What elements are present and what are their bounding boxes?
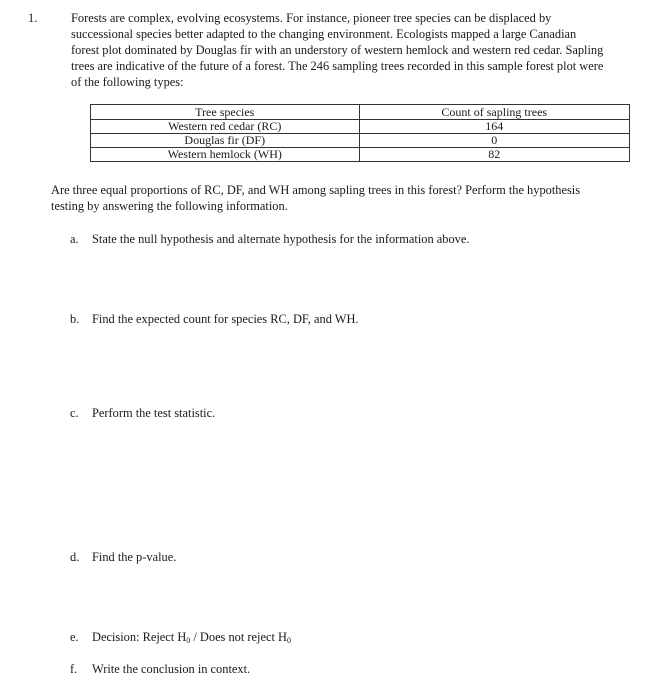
part-e (70, 629, 291, 645)
part-letter: b. (70, 312, 80, 326)
part-letter: c. (70, 406, 79, 420)
part-text: Write the conclusion in context. (92, 662, 251, 676)
part-letter: a. (70, 232, 79, 246)
cell-species: Douglas fir (DF) (91, 134, 360, 148)
decision-middle: / Does not reject H (190, 630, 287, 644)
h-subscript: 0 (286, 636, 291, 645)
table-row (91, 134, 630, 148)
decision-prefix: Decision: Reject H (92, 630, 187, 644)
part-letter: f. (70, 662, 78, 676)
part-a (70, 231, 469, 247)
part-c (70, 405, 215, 421)
question-line: Are three equal proportions of RC, DF, and WH among sapling trees in this forest? Perform the hypothesis (51, 183, 581, 197)
table-header-row (91, 105, 630, 120)
part-text: Perform the test statistic. (92, 406, 216, 420)
table-row (91, 120, 630, 134)
cell-species: Western red cedar (RC) (91, 120, 360, 134)
cell-count: 164 (359, 120, 630, 134)
table-row (91, 148, 630, 162)
question-line: testing by answering the following information. (51, 199, 288, 213)
header-tree-species: Tree species (91, 105, 360, 120)
intro-line: trees are indicative of the future of a forest. The 246 sampling trees recorded in this sample forest plot were (71, 59, 604, 73)
header-count: Count of sapling trees (359, 105, 630, 120)
intro-line: successional species better adapted to the changing environment. Ecologists mapped a large Canadian (71, 27, 577, 41)
part-d (70, 549, 176, 565)
intro-line: forest plot dominated by Douglas fir with an understory of western hemlock and western red cedar. Sapling (71, 43, 604, 57)
part-b (70, 311, 359, 327)
intro-line: Forests are complex, evolving ecosystems. For instance, pioneer tree species can be displaced by (71, 11, 552, 25)
cell-count: 0 (359, 134, 630, 148)
part-f (70, 661, 250, 677)
species-table (90, 104, 630, 162)
problem-number: 1. (28, 11, 38, 25)
part-text: Find the expected count for species RC, DF, and WH. (92, 312, 359, 326)
problem-intro (71, 10, 641, 90)
main-question (51, 182, 631, 214)
cell-count: 82 (359, 148, 630, 162)
intro-line: of the following types: (71, 75, 184, 89)
h-subscript: 0 (186, 636, 191, 645)
part-text: State the null hypothesis and alternate hypothesis for the information above. (92, 232, 470, 246)
part-letter: d. (70, 550, 80, 564)
cell-species: Western hemlock (WH) (91, 148, 360, 162)
part-letter: e. (70, 630, 79, 644)
part-text: Find the p-value. (92, 550, 177, 564)
